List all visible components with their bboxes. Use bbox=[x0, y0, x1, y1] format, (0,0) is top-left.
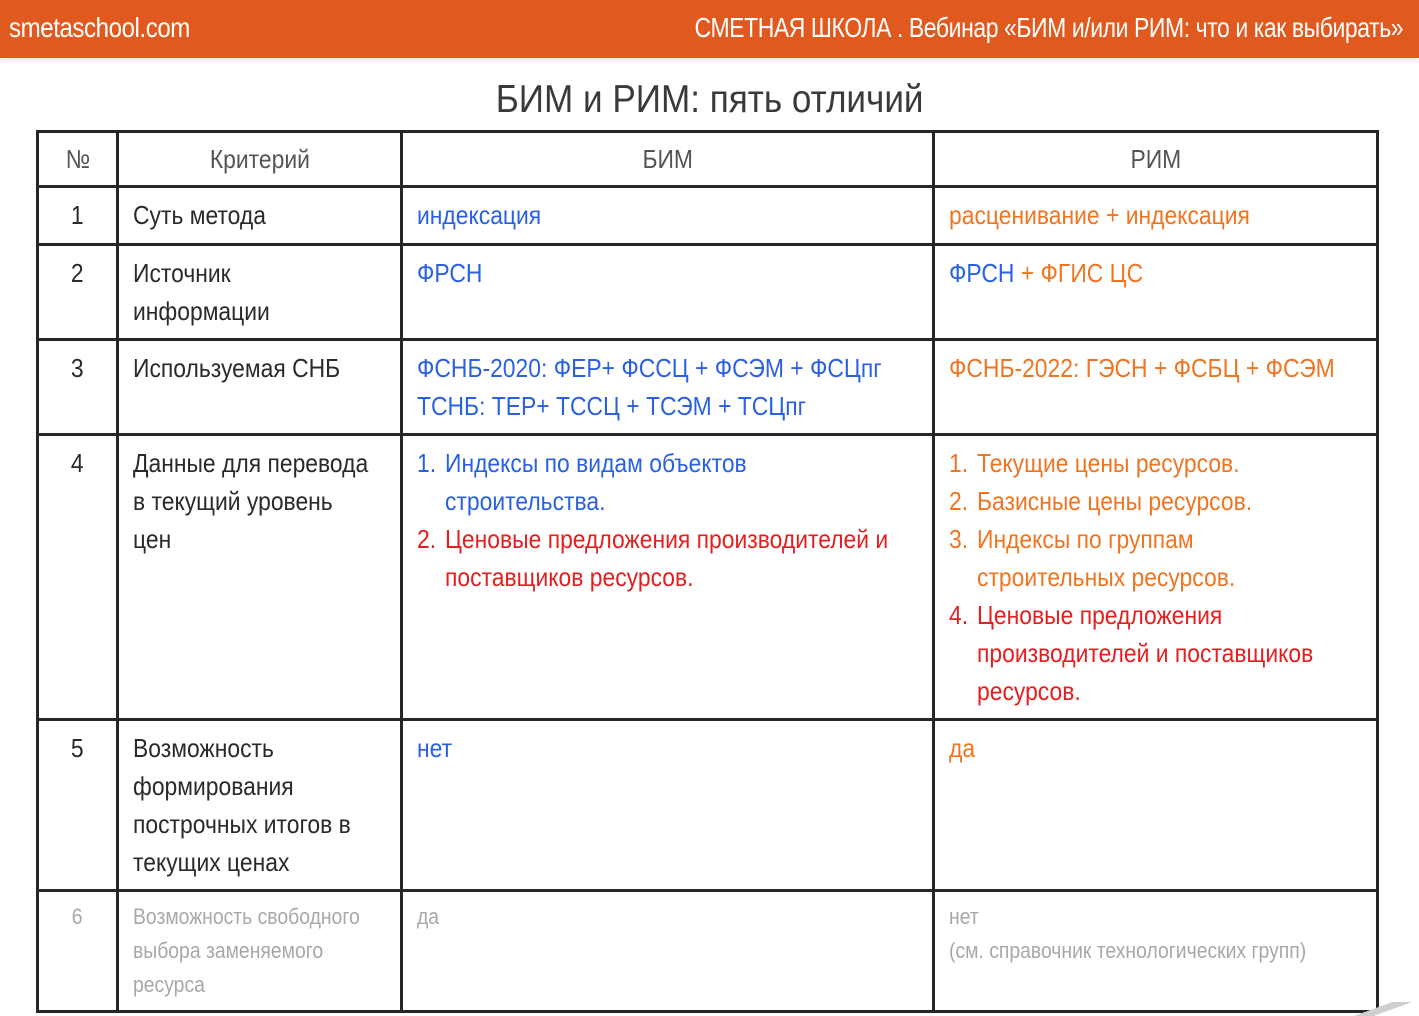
bim-cell: индексация bbox=[402, 187, 934, 245]
bim-cell: да bbox=[402, 891, 934, 1012]
row-number: 5 bbox=[38, 720, 118, 891]
row-number: 2 bbox=[38, 245, 118, 340]
table-row bbox=[38, 435, 1378, 720]
header-bar bbox=[0, 0, 1419, 58]
header-num: № bbox=[38, 132, 118, 187]
row-number: 3 bbox=[38, 340, 118, 435]
webinar-title: СМЕТНАЯ ШКОЛА . Вебинар «БИМ и/или РИМ: что и как выбирать» bbox=[694, 12, 1403, 43]
bim-cell: нет bbox=[402, 720, 934, 891]
rim-cell bbox=[934, 435, 1378, 720]
table-row bbox=[38, 187, 1378, 245]
row-number: 1 bbox=[38, 187, 118, 245]
table-row bbox=[38, 891, 1378, 1012]
criterion-cell: Источник информации bbox=[118, 245, 402, 340]
rim-data-list bbox=[949, 444, 1362, 710]
criterion-cell: Суть метода bbox=[118, 187, 402, 245]
rim-cell: ФРСН + ФГИС ЦС bbox=[934, 245, 1378, 340]
list-item: 1. Индексы по видам объектов строительства. bbox=[417, 448, 747, 516]
criterion-cell: Возможность свободного выбора заменяемого ресурса bbox=[118, 891, 402, 1012]
row-number: 4 bbox=[38, 435, 118, 720]
list-item: 2. Базисные цены ресурсов. bbox=[949, 486, 1253, 516]
rim-cell: ФСНБ-2022: ГЭСН + ФСБЦ + ФСЭМ bbox=[934, 340, 1378, 435]
comparison-table bbox=[36, 130, 1379, 1013]
rim-cell: расценивание + индексация bbox=[934, 187, 1378, 245]
bim-cell: ФСНБ-2020: ФЕР+ ФССЦ + ФСЭМ + ФСЦпг ТСНБ: ТЕР+ ТССЦ + ТСЭМ + ТСЦпг bbox=[402, 340, 934, 435]
list-item: 2. Ценовые предложения производителей и поставщиков ресурсов. bbox=[417, 524, 889, 592]
rim-cell: нет (см. справочник технологических групп) bbox=[934, 891, 1378, 1012]
list-item: 3. Индексы по группам строительных ресурсов. bbox=[949, 524, 1236, 592]
rim-source-fgis: ФГИС ЦС bbox=[1040, 258, 1144, 288]
list-item: 1. Текущие цены ресурсов. bbox=[949, 448, 1240, 478]
criterion-cell: Используемая СНБ bbox=[118, 340, 402, 435]
site-name: smetaschool.com bbox=[9, 12, 190, 43]
bim-cell: ФРСН bbox=[402, 245, 934, 340]
list-item: 4. Ценовые предложения производителей и поставщиков ресурсов. bbox=[949, 600, 1314, 706]
header-criterion: Критерий bbox=[118, 132, 402, 187]
table-header-row bbox=[38, 132, 1378, 187]
bim-cell bbox=[402, 435, 934, 720]
header-bim: БИМ bbox=[402, 132, 934, 187]
bim-data-list bbox=[417, 444, 918, 596]
slide-title: БИМ и РИМ: пять отличий bbox=[495, 78, 924, 121]
table-row bbox=[38, 245, 1378, 340]
table-row bbox=[38, 720, 1378, 891]
criterion-cell: Возможность формирования построчных итогов в текущих ценах bbox=[118, 720, 402, 891]
pointer-artifact bbox=[1353, 1002, 1413, 1016]
rim-source-frsn: ФРСН bbox=[949, 258, 1015, 288]
criterion-cell: Данные для перевода в текущий уровень цен bbox=[118, 435, 402, 720]
table-row bbox=[38, 340, 1378, 435]
header-rim: РИМ bbox=[934, 132, 1378, 187]
rim-cell: да bbox=[934, 720, 1378, 891]
row-number: 6 bbox=[38, 891, 118, 1012]
